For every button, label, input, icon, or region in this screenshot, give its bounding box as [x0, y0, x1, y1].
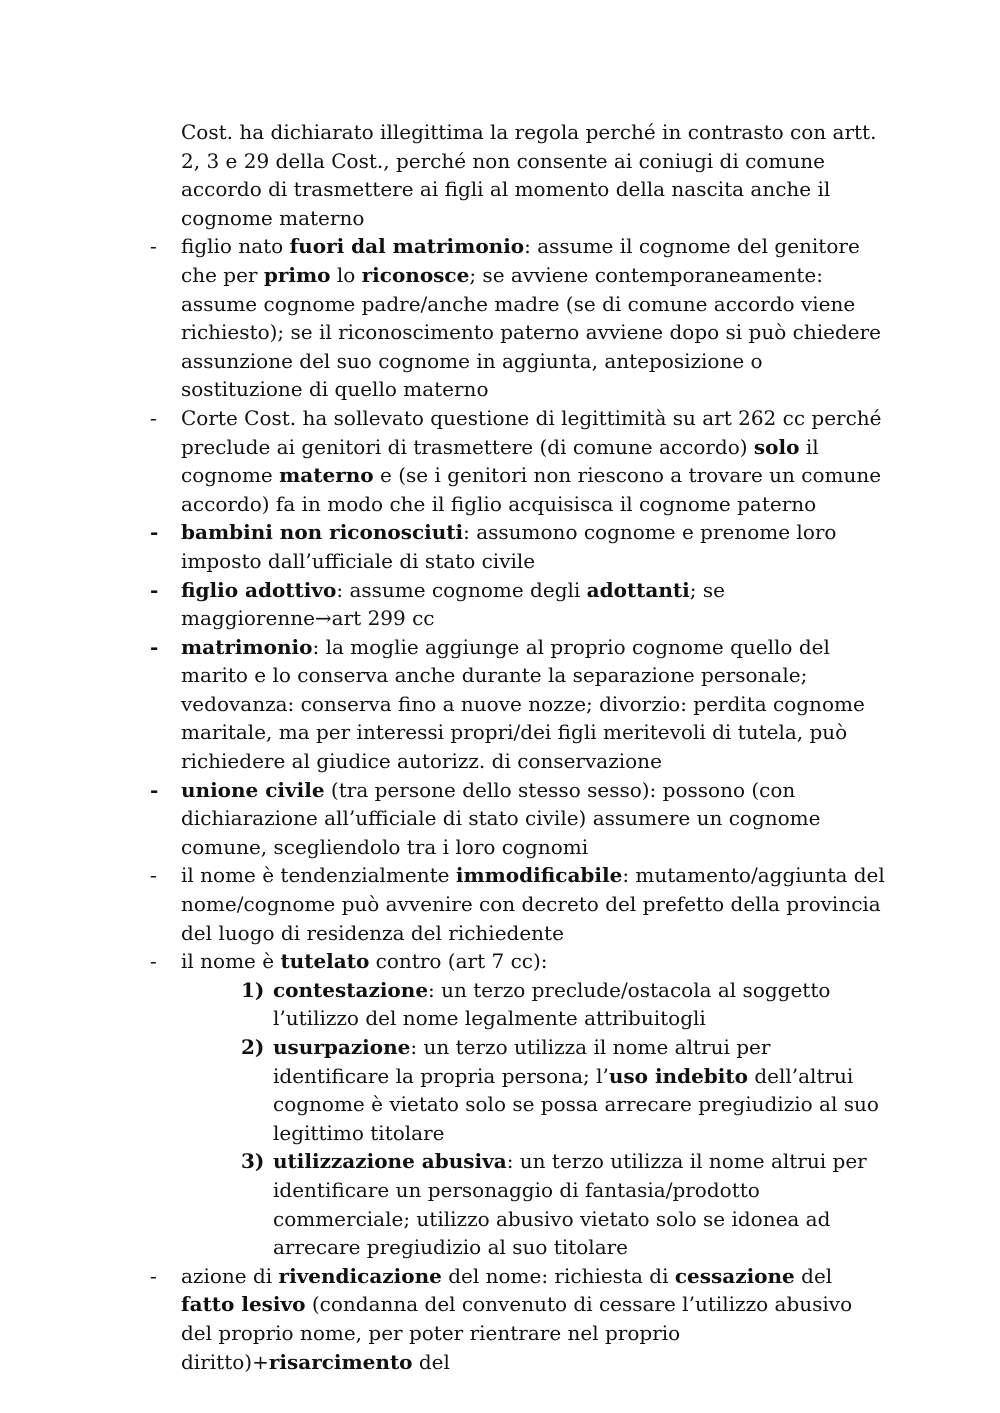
text-run: : assume cognome degli: [336, 577, 587, 602]
text-run: del: [412, 1349, 450, 1374]
list-bullet: -: [150, 1263, 157, 1288]
text-run: il nome è: [181, 949, 281, 974]
item-text: [181, 518, 885, 575]
document-body: [150, 118, 885, 1376]
list-item: [150, 633, 885, 776]
bold-term: cessazione: [674, 1263, 795, 1288]
sublist-text: [273, 1033, 885, 1147]
sublist-item: [181, 976, 885, 1033]
text-run: figlio nato: [181, 234, 290, 259]
text-run: ; se avviene contemporaneamente: assume cognome padre/anche madre (se di comune accordo viene richiesto); se il riconoscimento paterno avviene dopo si può chiedere assunzione del suo cognome in aggiunta, anteposizione o sostituzione di quello materno: [181, 262, 881, 402]
list-bullet: -: [150, 634, 159, 659]
item-text: [181, 1262, 885, 1376]
bold-term: utilizzazione abusiva: [273, 1149, 507, 1174]
list-bullet: -: [150, 777, 159, 802]
text-run: : un terzo utilizza il nome altrui per identificare la propria persona; l’: [273, 1035, 771, 1088]
bold-term: usurpazione: [273, 1035, 411, 1059]
item-text: [181, 232, 885, 404]
list-item: [150, 576, 885, 633]
bold-term: fatto lesivo: [181, 1292, 306, 1317]
text-run: del nome: richiesta di: [441, 1263, 675, 1288]
list-bullet: -: [150, 405, 157, 430]
list-bullet: -: [150, 577, 159, 602]
bold-term: risarcimento: [268, 1349, 413, 1374]
text-run: ; se maggiorenne→art 299 cc: [181, 577, 725, 631]
item-text: [181, 576, 885, 633]
item-text: [181, 118, 885, 232]
bold-term: rivendicazione: [278, 1263, 442, 1288]
text-run: azione di: [181, 1263, 279, 1288]
text-run: e (se i genitori non riescono a trovare un comune accordo) fa in modo che il figlio acquisisca il cognome paterno: [181, 463, 882, 516]
item-text: [181, 947, 885, 976]
list-bullet: -: [150, 949, 157, 974]
sublist-text: [273, 976, 885, 1033]
bold-term: figlio adottivo: [181, 577, 337, 602]
list-item: [150, 861, 885, 947]
text-run: il cognome: [181, 434, 819, 488]
text-run: : la moglie aggiunge al proprio cognome quello del marito e lo conserva anche durante la separazione personale; vedovanza: conserva fino a nuove nozze; divorzio: perdita cognome maritale, ma per interessi propri/dei figli meritevoli di tutela, può richiedere al giudice autorizz. di conservazione: [181, 634, 865, 774]
text-run: : assumono cognome e prenome loro imposto dall’ufficiale di stato civile: [181, 520, 837, 573]
list-bullet: -: [150, 863, 157, 888]
sublist-text: [273, 1147, 885, 1261]
item-text: [181, 633, 885, 776]
bold-term: solo: [753, 434, 800, 459]
text-run: : un terzo preclude/ostacola al soggetto l’utilizzo del nome legalmente attribuitogli: [273, 977, 831, 1031]
text-run: (condanna del convenuto di cessare l’utilizzo abusivo del proprio nome, per poter rientrare nel proprio diritto)+: [181, 1292, 853, 1374]
bold-term: uso indebito: [608, 1063, 748, 1088]
item-text: [181, 776, 885, 862]
text-run: : mutamento/aggiunta del nome/cognome può avvenire con decreto del prefetto della provincia del luogo di residenza del richiedente: [181, 863, 885, 945]
list-item: [150, 947, 885, 1262]
bold-term: unione civile: [181, 777, 325, 802]
bold-term: riconosce: [361, 262, 470, 287]
numbered-sublist: [181, 976, 885, 1262]
list-item: [150, 518, 885, 575]
list-item: [150, 1262, 885, 1376]
text-run: il nome è tendenzialmente: [181, 863, 456, 888]
sublist-number: 2): [241, 1035, 265, 1059]
text-run: lo: [330, 262, 362, 287]
text-run: dell’altrui cognome è vietato solo se possa arrecare pregiudizio al suo legittimo titolare: [273, 1063, 879, 1145]
text-run: : un terzo utilizza il nome altrui per identificare un personaggio di fantasia/prodotto commerciale; utilizzo abusivo vietato solo se idonea ad arrecare pregiudizio al suo titolare: [273, 1149, 867, 1260]
bold-term: contestazione: [273, 977, 429, 1002]
list-item: [150, 118, 885, 232]
bold-term: immodificabile: [455, 863, 623, 888]
bold-term: adottanti: [586, 577, 690, 602]
item-text: [181, 861, 885, 947]
bold-term: materno: [279, 463, 374, 488]
list-bullet: -: [150, 520, 159, 545]
list-item: [150, 404, 885, 518]
bold-term: matrimonio: [181, 634, 313, 659]
text-run: (tra persone dello stesso sesso): possono (con dichiarazione all’ufficiale di stato civile) assumere un cognome comune, scegliendolo tra i loro cognomi: [181, 777, 821, 859]
sublist-number: 1): [241, 977, 265, 1002]
list-item: [150, 232, 885, 404]
text-run: del: [794, 1263, 833, 1288]
text-run: : assume il cognome del genitore che per: [181, 234, 860, 287]
list-item: [150, 776, 885, 862]
text-run: contro (art 7 cc):: [369, 949, 548, 974]
bold-term: tutelato: [280, 949, 370, 974]
text-run: Corte Cost. ha sollevato questione di legittimità su art 262 cc perché preclude ai genitori di trasmettere (di comune accordo): [181, 405, 882, 459]
list-bullet: -: [150, 234, 157, 259]
bold-term: primo: [263, 262, 331, 287]
bold-term: bambini non riconosciuti: [181, 520, 464, 545]
bold-term: fuori dal matrimonio: [289, 234, 525, 259]
sublist-number: 3): [241, 1149, 265, 1174]
item-text: [181, 404, 885, 518]
sublist-item: [181, 1033, 885, 1147]
sublist-item: [181, 1147, 885, 1261]
text-run: Cost. ha dichiarato illegittima la regola perché in contrasto con artt. 2, 3 e 29 della Cost., perché non consente ai coniugi di comune accordo di trasmettere ai figli al momento della nascita anche il cognome materno: [181, 120, 877, 230]
